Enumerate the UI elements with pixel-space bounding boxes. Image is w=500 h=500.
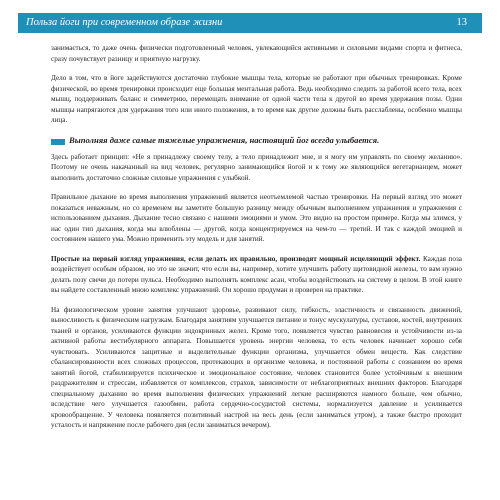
page-header xyxy=(18,13,482,33)
running-title: Польза йоги при современном образе жизни xyxy=(26,17,223,28)
paragraph-5 xyxy=(51,254,462,296)
page-number: 13 xyxy=(456,17,467,28)
callout-text: Выполняя даже самые тяжелые упражнения, настоящий йог всегда улыбается. xyxy=(69,134,380,145)
paragraph-4: Правильное дыхание во время выполнения упражнений является неотъемлемой частью тренировки. На первый взгляд это может показаться неважным, но со временем вы заметите большую разницу между обычным выполнением упражнения и упражнения с использованием дыхания. Дыхание тесно связано с нашими эмоциями и умом. Это видно на простом примере. Когда мы злимся, у нас один тип дыхания, когда мы влюблены — другой, когда концентрируемся на чем-то — третий. И так с каждой эмоцией и состоянием нашего ума. Можно применить эту модель и для занятий. xyxy=(51,193,462,243)
paragraph-1: занимається, то даже очень физически подготовленный человек, увлекающийся активными и силовыми видами спорта и фитнеса, сразу почувствует разницу и приятную нагрузку. xyxy=(51,44,462,63)
paragraph-5-lead: Простые на первый взгляд упражнения, если делать их правильно, производят мощный исцеляющий эффект. xyxy=(51,254,421,263)
callout-marker-icon xyxy=(51,139,65,145)
page-body xyxy=(51,43,462,431)
paragraph-3: Здесь работает принцип: «Не я принадлежу своему телу, а тело принадлежит мне, и я могу им управлять по своему желанию». Поэтому не очень накачанный на вид человек, регулярно занимающийся йогой и к тому же являющийся вегетарианцем, может выполнить достаточно сложные силовые упражнения с улыбкой. xyxy=(51,152,462,182)
paragraph-5-rest: Каждая поза воздействует особым образом, но это не значит, что если вы, например, хотите улучшить работу щитовидной железы, то вам нужно делать позу свечи до потери пульса. Необходимо выполнять комплекс асан, чтобы воздействовать на систему в целом. В этой книге вы найдете составленный мною комплекс упражнений. Он хорошо продуман и проверен на практике. xyxy=(51,254,462,294)
callout xyxy=(51,135,462,146)
paragraph-6: На физиологическом уровне занятия улучшают здоровье, развивают силу, гибкость, эластичность и связанность движений, выносливость к физическим нагрузкам. Благодаря занятиям улучшается питание и тонус мускулатуры, суставов, костей, внутренних тканей и органов, усиливаются функции эндокринных желез. Кроме того, появляется чувство равновесия и устойчивости из-за активной работы вестибулярного аппарата. Повышается уровень энергии человека, то есть человек начинает хорошо себя чувствовать. Усиливаются защитные и выделительные функции организма, улучшается обмен веществ. Как следствие сбалансированности всех сложных процессов, протекающих в организме человека, и постоянной работы с сознанием во время занятий йогой, стабилизируется психическое и эмоциональное состояние, человек становится более устойчивым к внешним раздражителям и стрессам, избавляется от комплексов, страхов, зависимости от неблагоприятных внешних факторов. Благодаря специальному дыханию во время выполнения физических упражнений легкие расширяются намного больше, чем обычно, вследствие чего улучшается газообмен, работа сердечно-сосудистой системы, нормализуется давление и усиливается кровообращение. У человека появляется позитивный настрой на весь день (если заниматься утром), а также быстро проходит усталость и напряжение после рабочего дня (если заниматься вечером). xyxy=(51,305,462,429)
paragraph-2: Дело в том, что в йоге задействуются достаточно глубокие мышцы тела, которые не работают при обычных тренировках. Кроме физической, во время тренировки происходит еще большая ментальная работа. Ведь необходимо следить за работой всего тела, всех мышц, поддерживать баланс и симметрию, перемещать внимание от одной части тела к другой во время удержания позы. Одни мышцы напрягаются для удержания того или иного положения, в то время как другие должны быть расслаблены, особенно мышцы лица. xyxy=(51,74,462,124)
